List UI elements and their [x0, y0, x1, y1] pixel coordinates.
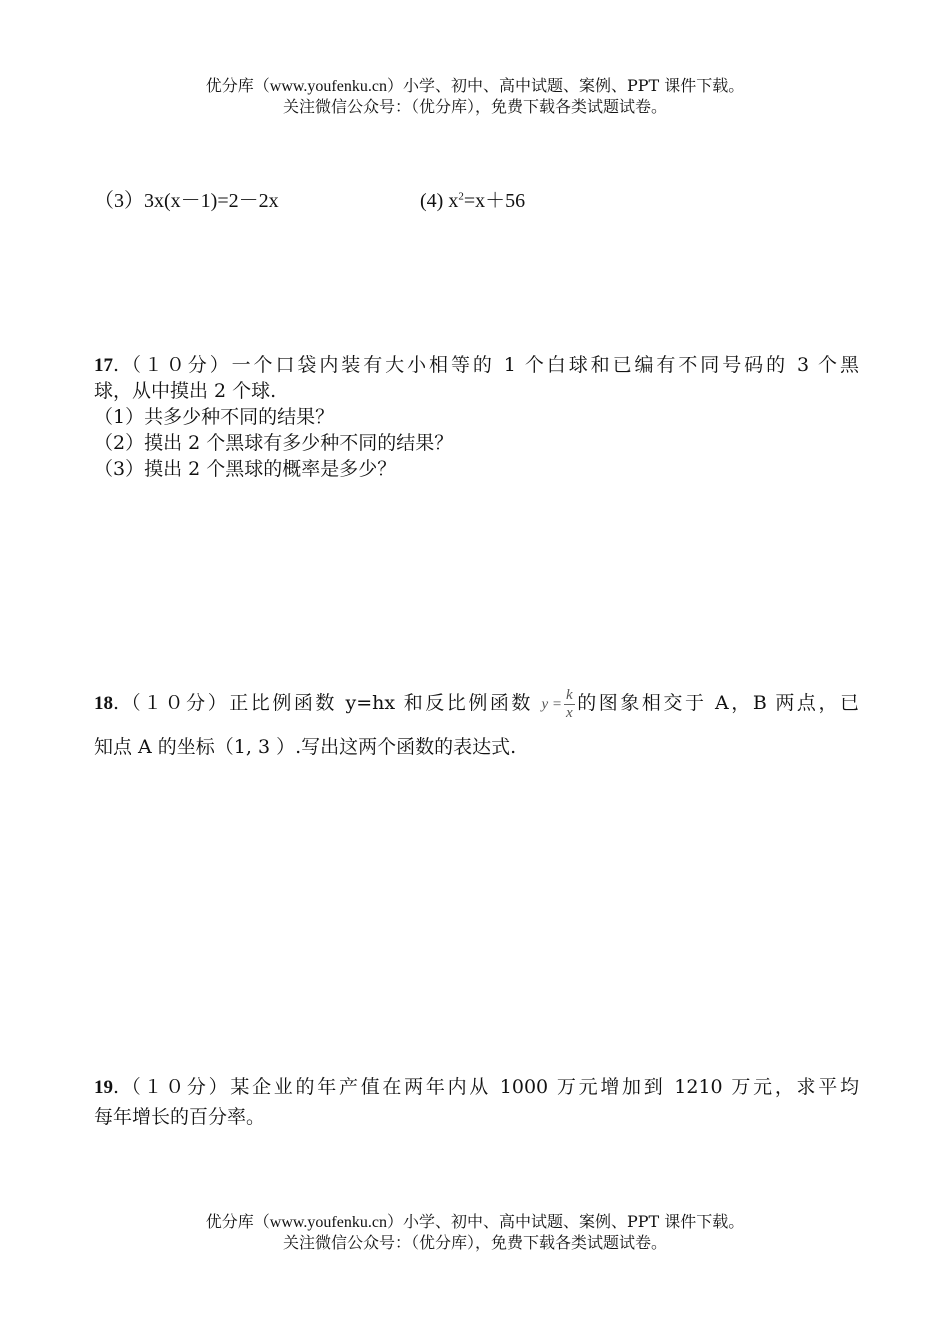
inverse-function-fraction: y = $\frac{k}{x}$: [541, 686, 573, 721]
question-18: [94, 680, 859, 760]
q19-number: 19: [94, 1077, 113, 1098]
equation-4: (4) $x^2=x+56$: [420, 190, 526, 212]
q17-number: 17: [94, 355, 113, 376]
equation-4-exponent: 2: [458, 190, 464, 203]
header-line-2: 关注微信公众号：（优分库），免费下载各类试题试卷。: [282, 97, 667, 116]
footer-line-1: 优分库（www.youfenku.cn）小学、初中、高中试题、案例、PPT 课件下载。: [205, 1212, 745, 1231]
header-line-1: 优分库（www.youfenku.cn）小学、初中、高中试题、案例、PPT 课件下载。: [205, 76, 745, 95]
q19-line-2: 每年增长的百分率。: [94, 1106, 266, 1128]
page-header: [0, 76, 950, 117]
q18-number: 18: [94, 693, 113, 714]
q18-line-2: 知点 A 的坐标（1, 3 ）.写出这两个函数的表达式.: [94, 736, 517, 758]
fraction-denominator: x: [566, 704, 573, 721]
footer-site-link[interactable]: www.youfenku.cn: [269, 1214, 387, 1231]
footer-line-2: 关注微信公众号：（优分库），免费下载各类试题试卷。: [282, 1233, 667, 1252]
question-19: [94, 1074, 859, 1130]
equation-3: （3）3x(x－1)=2－2x: [94, 190, 279, 212]
q17-line-1: 17.（１０分）一个口袋内装有大小相等的 1 个白球和已编有不同号码的 3 个黑: [94, 354, 859, 376]
q17-line-2: 球，从中摸出 2 个球.: [94, 380, 277, 402]
q18-line-1: 18.（１０分）正比例函数 y=hx 和反比例函数 y = $\frac{k}{x}$ 的图象相交于 A，B 两点，已: [94, 680, 859, 726]
q17-sub-2: （2）摸出 2 个黑球有多少种不同的结果？: [94, 432, 454, 454]
fraction-numerator: k: [566, 686, 573, 703]
header-site-link[interactable]: www.youfenku.cn: [269, 78, 387, 95]
q17-sub-3: （3）摸出 2 个黑球的概率是多少？: [94, 458, 397, 480]
q17-sub-1: （1）共多少种不同的结果？: [94, 406, 335, 428]
page-footer: [0, 1212, 950, 1253]
q19-line-1: 19.（１０分）某企业的年产值在两年内从 1000 万元增加到 1210 万元，求平均: [94, 1076, 859, 1098]
question-17: [94, 352, 859, 482]
